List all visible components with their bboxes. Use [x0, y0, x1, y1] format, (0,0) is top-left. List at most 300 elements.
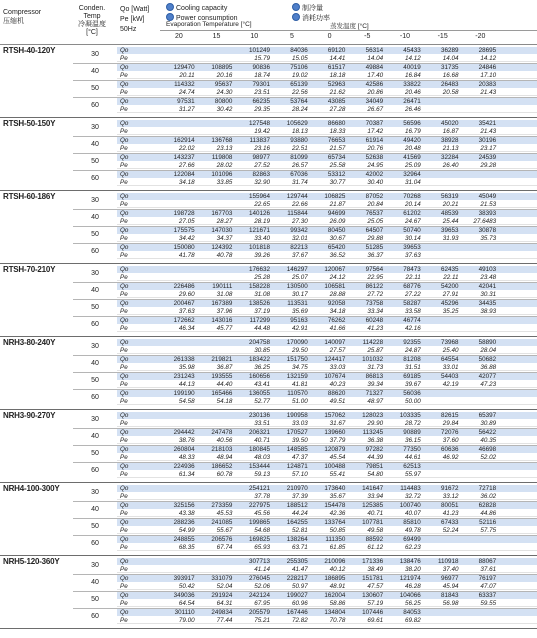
table-cell: 227975 — [249, 502, 271, 509]
table-cell — [198, 485, 236, 492]
table-cell: 40.71 — [367, 510, 384, 517]
table-cell: 69499 — [403, 536, 421, 543]
table-cell — [198, 201, 236, 207]
table-cell — [160, 55, 198, 61]
table-cell: 51285 — [365, 244, 384, 251]
table-cell: 206576 — [211, 536, 233, 543]
table-cell: 101818 — [249, 244, 271, 251]
condensing-block — [73, 120, 537, 136]
table-cell: 230136 — [249, 412, 271, 419]
table-cell: 23.51 — [254, 89, 271, 96]
table-cell: 23.48 — [480, 274, 497, 281]
table-cell: 52.04 — [216, 583, 233, 590]
row-label: Qo — [120, 81, 129, 88]
table-cell: 56.98 — [442, 600, 459, 607]
table-cell: 67433 — [440, 519, 459, 526]
table-cell — [198, 420, 236, 426]
table-cell: 106581 — [324, 283, 346, 290]
table-cell: 22.11 — [405, 274, 421, 281]
table-cell — [462, 325, 500, 331]
condensing-temp: 40 — [91, 287, 99, 294]
frequency-label: 50Hz — [120, 26, 137, 33]
table-cell: 67036 — [290, 171, 308, 178]
condensing-temp: 60 — [91, 394, 99, 401]
table-cell — [424, 471, 462, 477]
table-cell: 17.10 — [480, 72, 497, 79]
condensing-block — [73, 373, 537, 389]
table-cell: 14.04 — [367, 55, 384, 62]
table-cell: 114483 — [400, 485, 421, 492]
power-consumption-row — [117, 381, 537, 388]
table-cell: 29.50 — [291, 347, 308, 354]
table-cell: 47.07 — [480, 583, 497, 590]
model-name: RTSH-70-210Y — [3, 265, 56, 274]
table-cell — [160, 347, 198, 353]
table-cell — [198, 120, 236, 127]
table-cell: 39.26 — [254, 252, 271, 259]
table-cell: 26483 — [440, 81, 459, 88]
power-consumption-row — [117, 437, 537, 444]
table-cell: 14.12 — [480, 55, 497, 62]
row-label: Qo — [120, 390, 129, 397]
table-cell: 210096 — [324, 558, 346, 565]
table-cell: 86122 — [365, 283, 384, 290]
table-cell: 25.09 — [405, 162, 421, 169]
row-label: Pe — [120, 510, 128, 517]
table-cell: 41.78 — [178, 252, 195, 259]
table-cell: 41569 — [403, 154, 421, 161]
table-cell: 132159 — [286, 373, 308, 380]
table-cell: 55.67 — [216, 527, 233, 534]
table-cell: 134804 — [324, 609, 346, 616]
table-cell: 42.16 — [405, 325, 421, 332]
table-cell: 167389 — [211, 300, 233, 307]
table-cell: 218103 — [211, 446, 233, 453]
table-cell: 29.28 — [480, 162, 497, 169]
table-cell: 68776 — [403, 283, 421, 290]
condensing-block — [73, 463, 537, 479]
table-cell — [198, 55, 236, 61]
cooling-capacity-row — [117, 373, 537, 380]
table-cell: 31.67 — [329, 420, 346, 427]
cooling-capacity-row — [117, 575, 537, 582]
power-consumption-row — [117, 617, 537, 624]
row-label: Qo — [120, 356, 129, 363]
table-cell: 125385 — [362, 502, 384, 509]
table-cell: 57.10 — [291, 471, 308, 478]
table-cell: 200467 — [173, 300, 195, 307]
row-label: Pe — [120, 201, 128, 208]
table-cell — [424, 98, 462, 105]
table-cell: 199865 — [249, 519, 271, 526]
table-cell: 42041 — [478, 283, 497, 290]
row-label: Qo — [120, 317, 129, 324]
table-cell: 64.54 — [178, 600, 195, 607]
model-name: NRH3-90-270Y — [3, 411, 56, 420]
table-cell: 77350 — [403, 446, 421, 453]
condensing-temp: 40 — [91, 214, 99, 221]
table-cell: 150080 — [173, 244, 195, 251]
table-cell: 49103 — [478, 266, 497, 273]
table-cell: 33.03 — [291, 420, 308, 427]
table-cell: 34.75 — [291, 364, 308, 371]
power-consumption-row — [117, 308, 537, 315]
table-cell: 37.79 — [329, 437, 346, 444]
table-cell: 54.68 — [254, 527, 271, 534]
row-label: Pe — [120, 566, 128, 573]
cooling-capacity-row — [117, 356, 537, 363]
table-cell: 95637 — [214, 81, 233, 88]
table-cell: 27.22 — [405, 291, 421, 298]
table-cell: 20.86 — [367, 89, 384, 96]
table-cell: 249834 — [211, 609, 233, 616]
model-name: NRH4-100-300Y — [3, 484, 60, 493]
condensing-temp: 60 — [91, 613, 99, 620]
data-table — [0, 45, 537, 629]
table-cell: 104066 — [399, 592, 421, 599]
table-cell: 31.27 — [178, 106, 195, 113]
condensing-block — [73, 317, 537, 333]
table-cell: 61202 — [403, 210, 421, 217]
table-cell: 71327 — [365, 390, 384, 397]
table-cell — [198, 47, 236, 54]
power-consumption-row — [117, 325, 537, 332]
table-cell: 18.74 — [254, 72, 271, 79]
row-label: Qo — [120, 98, 129, 105]
table-cell: 27.66 — [178, 162, 195, 169]
table-cell: 82863 — [252, 171, 271, 178]
table-cell: 33.40 — [254, 235, 271, 242]
table-cell: 30.89 — [480, 420, 497, 427]
condensing-temp: 50 — [91, 596, 99, 603]
condensing-label-cn: 冷凝温度 — [78, 21, 106, 28]
table-cell: 82213 — [290, 244, 308, 251]
table-cell: 54.58 — [178, 398, 195, 405]
table-cell: 14.12 — [405, 55, 421, 62]
row-label: Qo — [120, 171, 129, 178]
table-cell: 128023 — [362, 412, 384, 419]
table-cell: 38.49 — [367, 566, 384, 573]
table-cell: 97282 — [365, 446, 384, 453]
table-cell — [160, 47, 198, 54]
table-cell: 15.79 — [254, 55, 271, 62]
evap-temp-header: -5 — [364, 33, 371, 40]
table-cell: 38.93 — [480, 308, 497, 315]
table-cell: 45.54 — [329, 454, 346, 461]
table-cell: 61.85 — [329, 544, 346, 551]
evap-temp-header: 10 — [250, 33, 259, 40]
table-cell: 172662 — [173, 317, 195, 324]
condensing-temp: 30 — [91, 270, 99, 277]
table-cell: 85810 — [403, 519, 421, 526]
cooling-capacity-row — [117, 81, 537, 88]
table-cell — [424, 609, 462, 616]
table-cell: 54.99 — [178, 527, 195, 534]
table-cell: 73758 — [365, 300, 384, 307]
power-consumption-row — [117, 527, 537, 534]
cooling-capacity-row — [117, 536, 537, 543]
table-cell: 50682 — [478, 356, 497, 363]
table-cell: 56319 — [440, 193, 459, 200]
table-cell: 22.51 — [291, 145, 308, 152]
table-cell: 33.51 — [254, 420, 271, 427]
table-cell — [160, 193, 198, 200]
table-cell: 31.08 — [254, 291, 271, 298]
table-cell: 167446 — [286, 609, 308, 616]
condensing-block — [73, 266, 537, 282]
table-cell: 75106 — [290, 64, 308, 71]
table-cell: 173640 — [324, 485, 346, 492]
table-cell: 84036 — [290, 47, 308, 54]
row-label: Qo — [120, 339, 129, 346]
table-cell — [160, 412, 198, 419]
cooling-capacity-row — [117, 429, 537, 436]
pe-unit: Pe [kW] — [120, 16, 145, 23]
table-cell — [424, 317, 462, 324]
table-cell: 40019 — [403, 64, 421, 71]
table-cell: 37.63 — [178, 308, 195, 315]
table-cell: 31.08 — [216, 291, 233, 298]
table-cell: 97564 — [365, 266, 384, 273]
table-cell: 28.88 — [329, 291, 346, 298]
table-cell: 76197 — [478, 575, 497, 582]
table-cell: 32964 — [403, 171, 421, 178]
cooling-capacity-row — [117, 171, 537, 178]
table-cell: 62828 — [478, 502, 497, 509]
row-label: Pe — [120, 274, 128, 281]
table-cell: 88592 — [365, 536, 384, 543]
table-cell: 121974 — [399, 575, 421, 582]
row-label: Qo — [120, 446, 129, 453]
condensing-temp: 50 — [91, 304, 99, 311]
model-name: RTSH-50-150Y — [3, 119, 56, 128]
row-label: Qo — [120, 227, 129, 234]
table-cell: 110918 — [437, 558, 459, 565]
table-cell: 29.60 — [178, 291, 195, 298]
table-cell: 167703 — [211, 210, 233, 217]
table-cell: 158228 — [249, 283, 271, 290]
evap-temp-header: -15 — [437, 33, 448, 40]
row-label: Qo — [120, 300, 129, 307]
condensing-temp: 60 — [91, 321, 99, 328]
table-cell — [160, 558, 198, 565]
table-cell: 155964 — [249, 193, 271, 200]
cooling-capacity-row — [117, 283, 537, 290]
table-cell: 19.02 — [291, 72, 308, 79]
table-cell: 31.73 — [367, 364, 384, 371]
table-cell: 25.40 — [442, 347, 459, 354]
table-cell: 22.95 — [367, 274, 384, 281]
table-cell: 224936 — [173, 463, 195, 470]
table-cell: 38928 — [440, 137, 459, 144]
table-cell: 39.34 — [367, 381, 384, 388]
row-label: Pe — [120, 291, 128, 298]
table-cell: 52.02 — [480, 454, 497, 461]
row-label: Pe — [120, 235, 128, 242]
condensing-heading — [72, 5, 112, 37]
row-label: Qo — [120, 519, 129, 526]
compressor-heading — [3, 8, 41, 26]
table-cell: 42002 — [365, 171, 384, 178]
cooling-capacity-row — [117, 609, 537, 616]
table-cell: 180845 — [249, 446, 271, 453]
table-cell — [424, 171, 462, 178]
table-cell: 50.42 — [178, 583, 195, 590]
power-consumption-row — [117, 471, 537, 478]
table-cell: 186652 — [211, 463, 233, 470]
table-cell: 37.96 — [216, 308, 233, 315]
condensing-temp: 30 — [91, 124, 99, 131]
table-cell: 22.02 — [178, 145, 195, 152]
table-cell: 88067 — [478, 558, 497, 565]
evap-temp-header: -10 — [399, 33, 411, 40]
table-cell: 16.87 — [442, 128, 459, 135]
table-cell — [198, 339, 236, 346]
table-cell: 129744 — [286, 193, 308, 200]
table-cell: 28.72 — [405, 420, 421, 427]
condensing-block — [73, 227, 537, 243]
table-cell: 42.91 — [291, 325, 308, 332]
table-cell: 14.04 — [442, 55, 459, 62]
compressor-label-cn: 压缩机 — [3, 18, 24, 25]
table-cell: 47.23 — [480, 381, 497, 388]
condensing-temp: 60 — [91, 248, 99, 255]
model-group — [0, 337, 537, 410]
table-cell: 30196 — [478, 137, 497, 144]
table-cell: 92058 — [327, 300, 346, 307]
table-cell: 40.56 — [216, 437, 233, 444]
table-cell: 120067 — [324, 266, 346, 273]
table-cell: 143237 — [173, 154, 195, 161]
table-cell: 63.71 — [291, 544, 308, 551]
table-cell: 37.61 — [480, 566, 497, 573]
model-name: RTSH-40-120Y — [3, 46, 56, 55]
table-cell: 37.63 — [405, 252, 421, 259]
table-cell: 36289 — [440, 47, 459, 54]
power-cn-dot-icon — [292, 13, 300, 21]
condensing-block — [73, 609, 537, 625]
model-group — [0, 556, 537, 629]
table-cell: 60248 — [365, 317, 384, 324]
row-label: Pe — [120, 55, 128, 62]
table-cell: 190111 — [212, 283, 233, 290]
table-cell: 61914 — [365, 137, 384, 144]
cooling-capacity-row — [117, 339, 537, 346]
table-cell: 26.67 — [367, 106, 384, 113]
condensing-temp: 30 — [91, 343, 99, 350]
row-label: Qo — [120, 429, 129, 436]
table-cell: 61517 — [327, 64, 346, 71]
table-cell: 129470 — [173, 64, 195, 71]
table-cell: 33822 — [403, 81, 421, 88]
table-cell: 43085 — [327, 98, 346, 105]
table-cell — [424, 544, 462, 550]
table-cell: 27.57 — [329, 347, 346, 354]
table-cell: 47.57 — [367, 583, 384, 590]
table-cell: 52963 — [327, 81, 346, 88]
table-cell: 219821 — [211, 356, 233, 363]
table-cell — [160, 201, 198, 207]
table-cell: 24846 — [478, 64, 497, 71]
power-consumption-row — [117, 274, 537, 281]
power-consumption-row — [117, 235, 537, 242]
row-label: Pe — [120, 128, 128, 135]
cooling-capacity-row — [117, 210, 537, 217]
table-cell: 61.34 — [178, 471, 195, 478]
table-cell: 54200 — [440, 283, 459, 290]
row-label: Qo — [120, 592, 129, 599]
table-cell: 26.57 — [291, 162, 308, 169]
condensing-block — [73, 339, 537, 355]
table-cell: 29.88 — [367, 235, 384, 242]
table-cell: 31.51 — [405, 364, 421, 371]
table-cell: 17.40 — [367, 72, 384, 79]
row-label: Qo — [120, 575, 129, 582]
power-consumption-row — [117, 420, 537, 427]
table-cell: 55.97 — [405, 471, 421, 478]
table-cell: 44.61 — [405, 454, 421, 461]
table-cell: 92355 — [403, 339, 421, 346]
row-label: Pe — [120, 471, 128, 478]
table-cell: 76653 — [327, 137, 346, 144]
row-label: Pe — [120, 420, 128, 427]
power-consumption-row — [117, 493, 537, 500]
table-cell: 35.25 — [442, 308, 459, 315]
power-consumption-row — [117, 252, 537, 259]
table-cell: 62513 — [403, 463, 421, 470]
table-cell: 162004 — [324, 592, 346, 599]
condensing-block — [73, 592, 537, 608]
table-cell: 45049 — [478, 193, 497, 200]
table-cell: 56596 — [403, 120, 421, 127]
table-cell: 247478 — [211, 429, 233, 436]
table-cell: 301110 — [174, 609, 195, 616]
table-cell: 30.67 — [329, 235, 346, 242]
row-label: Pe — [120, 454, 128, 461]
row-label: Qo — [120, 373, 129, 380]
table-cell: 36.38 — [367, 437, 384, 444]
table-cell: 188512 — [286, 502, 308, 509]
condensing-block — [73, 210, 537, 226]
table-cell — [198, 193, 236, 200]
condensing-temp: 50 — [91, 231, 99, 238]
table-cell: 76262 — [327, 317, 346, 324]
table-cell: 70387 — [365, 120, 384, 127]
table-cell: 42586 — [365, 81, 384, 88]
table-cell: 21.62 — [329, 89, 346, 96]
table-cell: 99342 — [290, 227, 308, 234]
table-cell: 103335 — [399, 412, 421, 419]
evap-temps — [160, 33, 537, 43]
table-cell: 58890 — [478, 339, 497, 346]
table-cell: 29.90 — [367, 420, 384, 427]
table-cell: 288236 — [173, 519, 195, 526]
row-label: Qo — [120, 536, 129, 543]
table-cell: 176632 — [249, 266, 271, 273]
power-consumption-row — [117, 510, 537, 517]
table-cell: 70268 — [403, 193, 421, 200]
table-cell: 64507 — [365, 227, 384, 234]
table-cell: 42077 — [478, 373, 497, 380]
table-cell: 157062 — [324, 412, 346, 419]
table-cell: 24.95 — [367, 162, 384, 169]
table-cell: 32.90 — [254, 179, 271, 186]
table-cell: 393917 — [173, 575, 195, 582]
power-consumption-row — [117, 347, 537, 354]
table-cell: 46.92 — [442, 454, 459, 461]
table-cell: 65420 — [327, 244, 346, 251]
row-label: Pe — [120, 437, 128, 444]
